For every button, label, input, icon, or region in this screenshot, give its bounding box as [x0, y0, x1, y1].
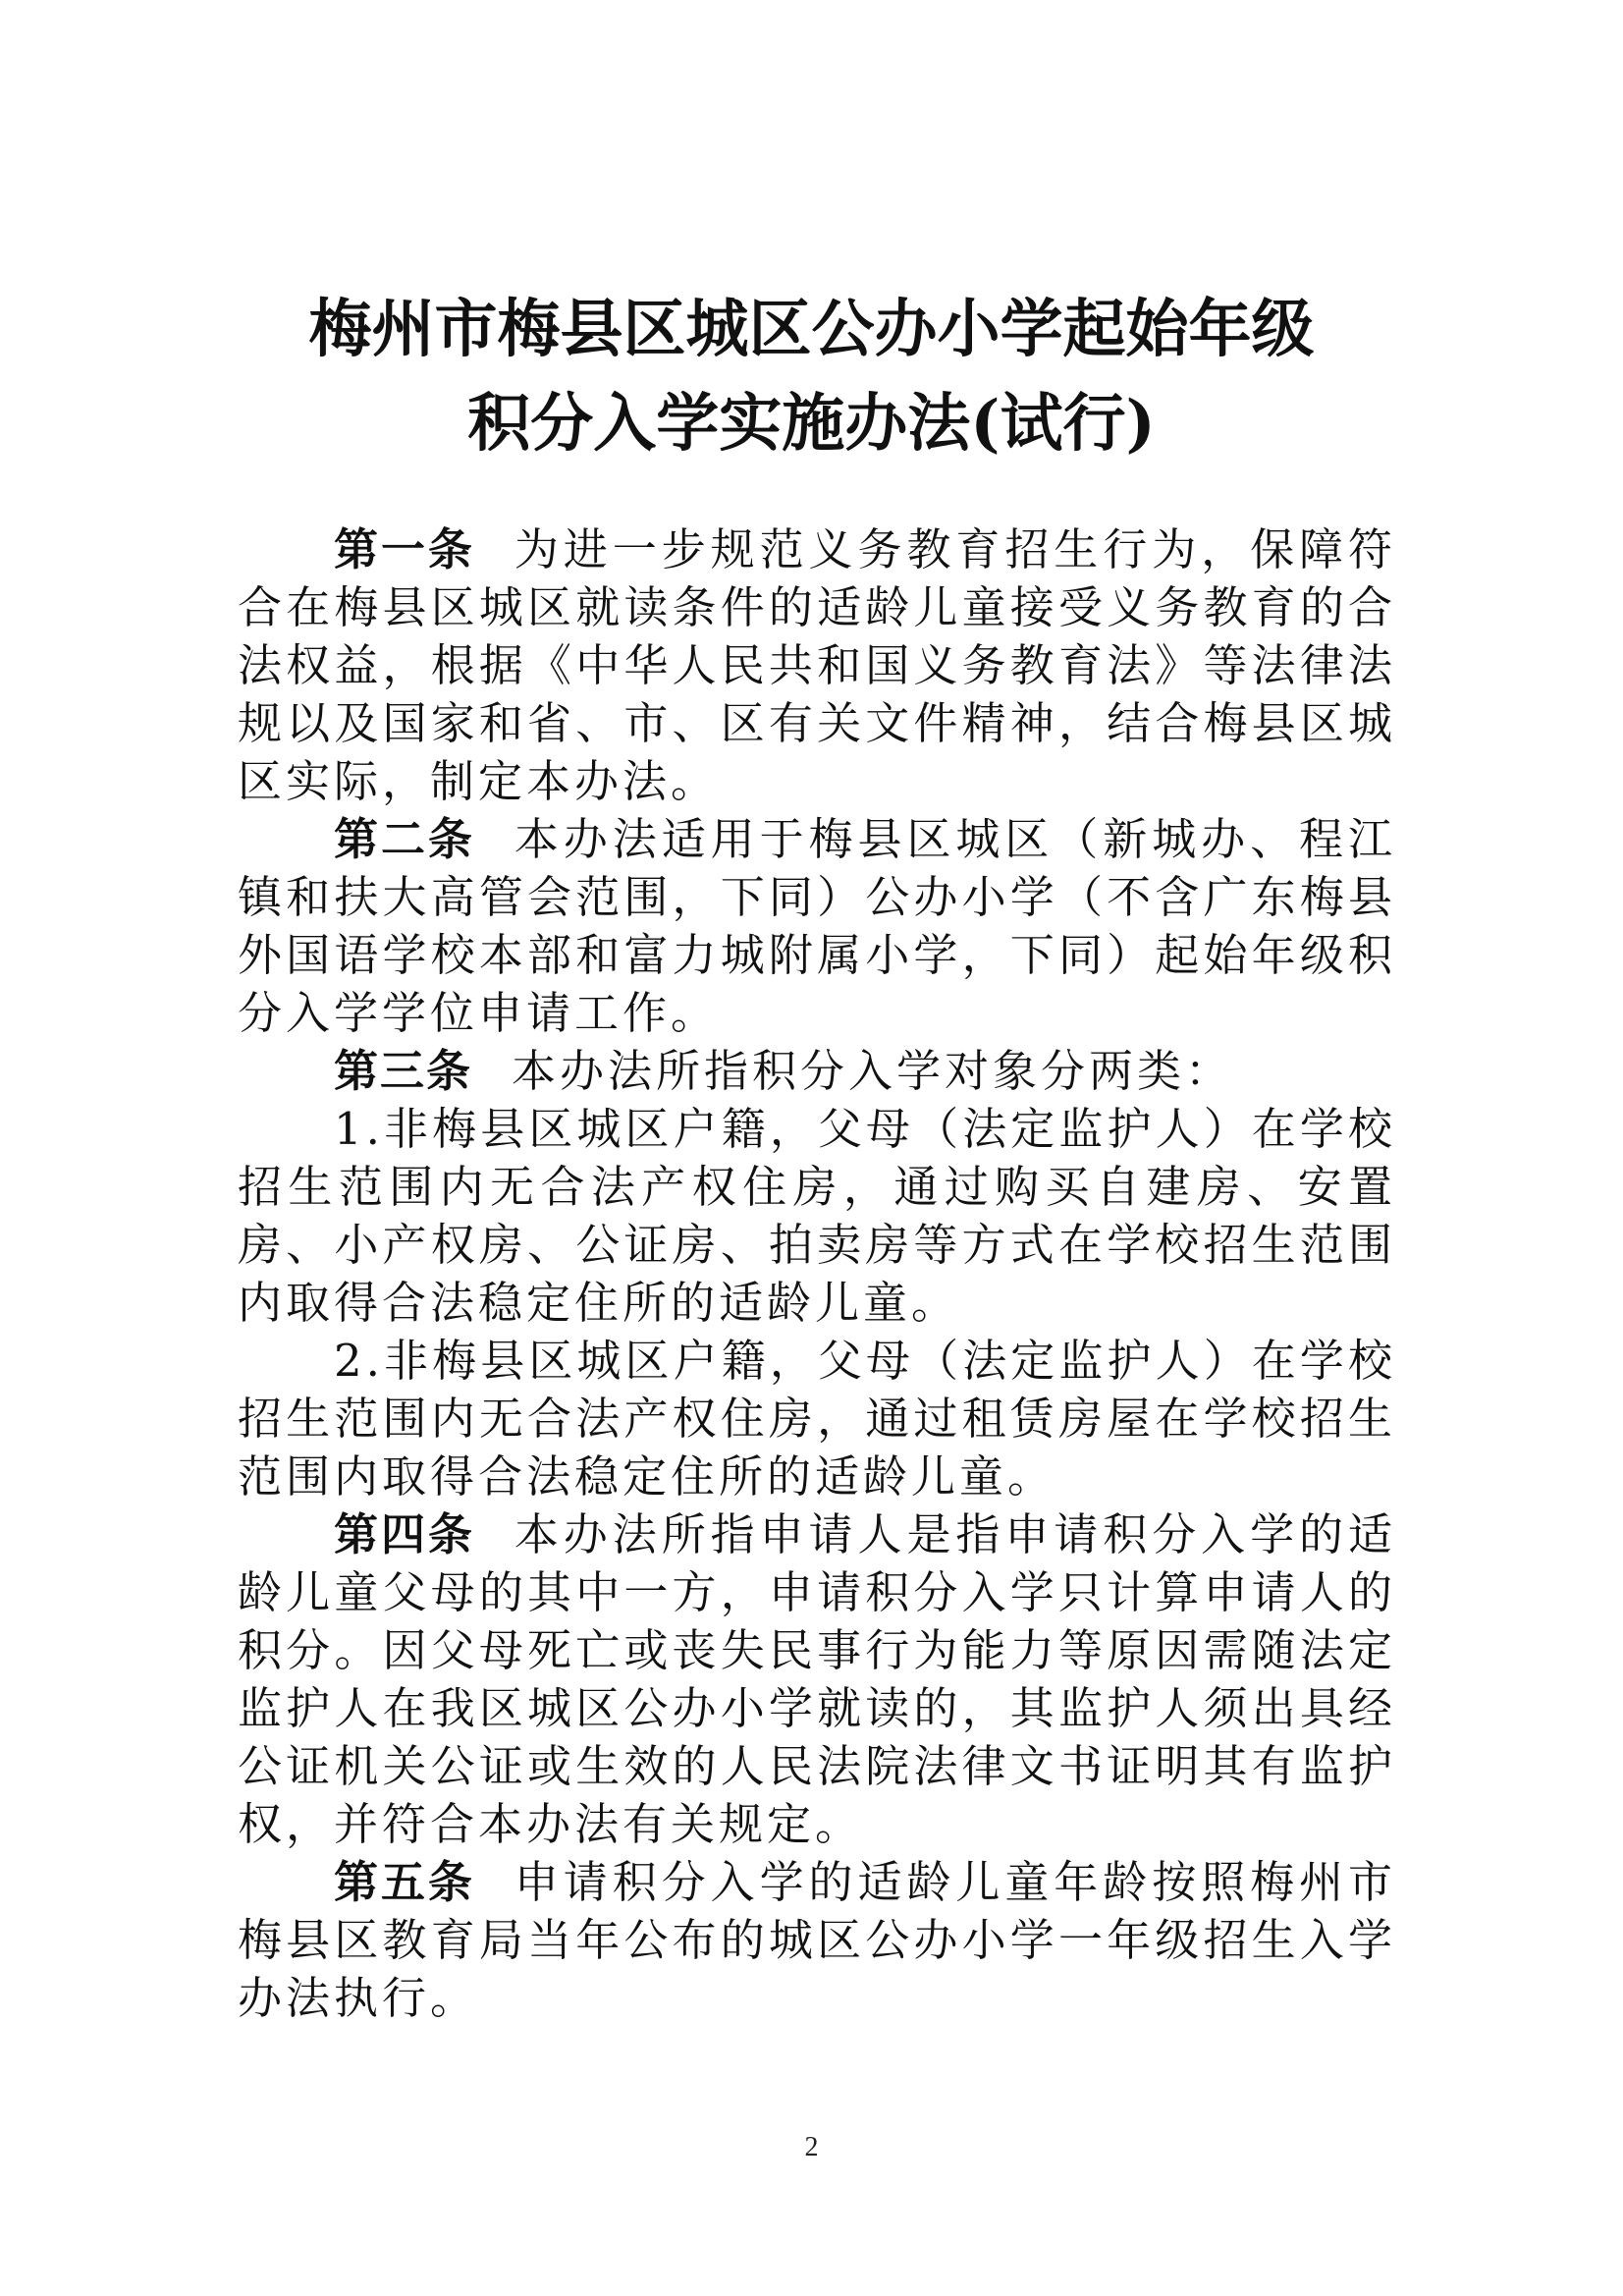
article-label: 第一条	[334, 523, 475, 575]
article-label: 第五条	[334, 1856, 475, 1908]
article-3	[238, 1042, 1396, 1100]
article-label: 第二条	[334, 813, 475, 865]
document-title-line2: 积分入学实施办法(试行)	[467, 387, 1156, 461]
article-1	[238, 520, 1396, 810]
article-3-item-2	[238, 1332, 1396, 1505]
article-4	[238, 1505, 1396, 1853]
article-text: 1.非梅县区城区户籍，父母（法定监护人）在学校招生范围内无合法产权住房，通过购买自建房、安置房、小产权房、公证房、拍卖房等方式在学校招生范围内取得合法稳定住所的适龄儿童。	[238, 1103, 1396, 1329]
document-body	[238, 520, 1396, 2027]
article-text: 本办法所指积分入学对象分两类：	[512, 1045, 1234, 1097]
article-text: 2.非梅县区城区户籍，父母（法定监护人）在学校招生范围内无合法产权住房，通过租赁房屋在学校招生范围内取得合法稳定住所的适龄儿童。	[238, 1335, 1396, 1503]
article-label: 第三条	[334, 1045, 473, 1097]
article-text: 本办法所指申请人是指申请积分入学的适龄儿童父母的其中一方，申请积分入学只计算申请人的积分。因父母死亡或丧失民事行为能力等原因需随法定监护人在我区城区公办小学就读的，其监护人须出具经公证机关公证或生效的人民法院法律文书证明其有监护权，并符合本办法有关规定。	[238, 1508, 1396, 1850]
article-text: 申请积分入学的适龄儿童年龄按照梅州市梅县区教育局当年公布的城区公办小学一年级招生入学办法执行。	[238, 1856, 1396, 2024]
document-title-line1: 梅州市梅县区城区公办小学起始年级	[308, 293, 1315, 366]
article-text: 为进一步规范义务教育招生行为，保障符合在梅县区城区就读条件的适龄儿童接受义务教育的合法权益，根据《中华人民共和国义务教育法》等法律法规以及国家和省、市、区有关文件精神，结合梅县区城区实际，制定本办法。	[238, 523, 1396, 807]
article-3-item-1	[238, 1100, 1396, 1332]
article-label: 第四条	[334, 1508, 475, 1560]
page-number: 2	[804, 2132, 819, 2162]
article-2	[238, 810, 1396, 1042]
article-5	[238, 1853, 1396, 2027]
article-text: 本办法适用于梅县区城区（新城办、程江镇和扶大高管会范围，下同）公办小学（不含广东梅县外国语学校本部和富力城附属小学，下同）起始年级积分入学学位申请工作。	[238, 813, 1396, 1039]
